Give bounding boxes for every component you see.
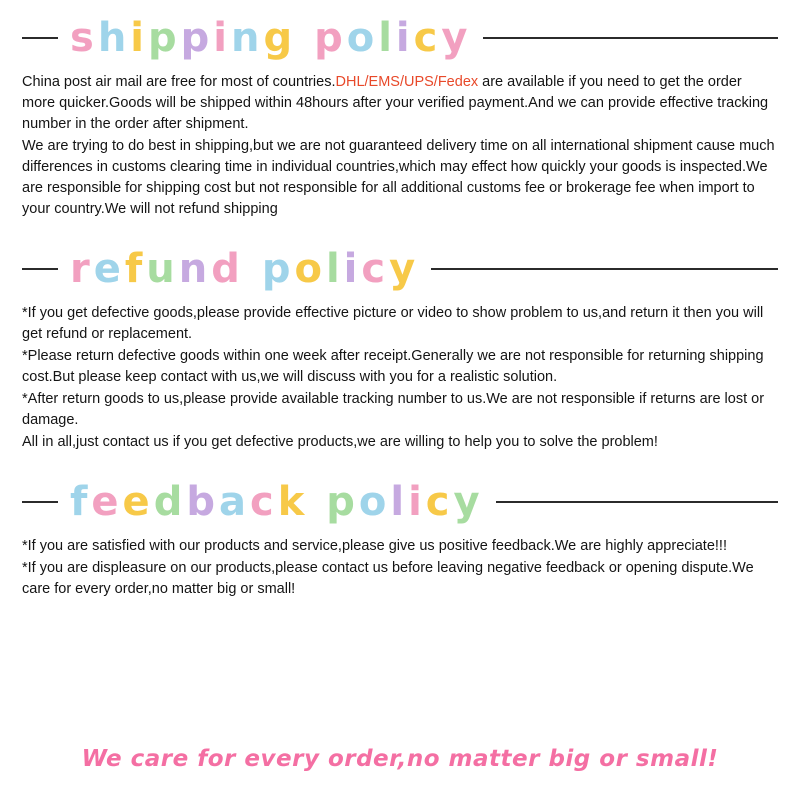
heading-rule-right xyxy=(483,37,778,39)
title-letter: y xyxy=(389,246,420,293)
title-letter: c xyxy=(249,479,278,526)
body-text: *If you get defective goods,please provide effective picture or video to show problem to us,and return it then you will get refund or replacement. xyxy=(22,305,764,343)
refund-body xyxy=(22,303,778,453)
policy-paragraph xyxy=(22,389,778,431)
refund-heading-row xyxy=(22,246,778,293)
title-letter: p xyxy=(261,246,295,293)
feedback-heading-row xyxy=(22,479,778,526)
shipping-body xyxy=(22,72,778,220)
title-letter: e xyxy=(93,246,125,293)
title-letter: i xyxy=(343,246,362,293)
title-letter: l xyxy=(390,479,409,526)
title-letter: i xyxy=(213,15,232,61)
title-letter xyxy=(308,482,326,522)
body-text: *After return goods to us,please provide available tracking number to us.We are not responsible if returns are lost or damage. xyxy=(22,391,765,429)
policy-paragraph xyxy=(22,303,778,345)
shipping-title xyxy=(58,15,483,61)
title-letter: e xyxy=(91,479,123,526)
section-feedback xyxy=(22,454,778,600)
body-text: All in all,just contact us if you get defective products,we are willing to help you to solve the problem! xyxy=(22,434,658,451)
title-letter: c xyxy=(413,15,442,61)
title-letter: n xyxy=(231,15,264,61)
title-letter: h xyxy=(97,15,131,61)
title-letter: y xyxy=(453,479,484,526)
title-letter: g xyxy=(263,15,297,61)
heading-rule-left xyxy=(22,268,58,270)
title-letter: n xyxy=(178,246,212,293)
title-letter: f xyxy=(124,246,147,293)
policy-paragraph xyxy=(22,72,778,135)
shipping-heading-row xyxy=(22,15,778,61)
title-letter: c xyxy=(361,246,390,293)
body-text: China post air mail are free for most of countries. xyxy=(22,74,336,90)
feedback-body xyxy=(22,536,778,600)
heading-rule-right xyxy=(431,268,778,270)
body-text: We are trying to do best in shipping,but we are not guaranteed delivery time on all international shipment cause much differences in customs clearing time in individual countries,which may effect how quickly your goods is inspected.We are responsible for shipping cost but not responsible for all additional customs fee or brokerage fee when import to your country.We will not refund shipping xyxy=(22,138,775,218)
footer-slogan: We care for every order,no matter big or small! xyxy=(81,746,719,772)
title-letter: i xyxy=(130,15,149,61)
title-letter: l xyxy=(325,246,344,293)
title-letter: i xyxy=(408,479,426,526)
title-letter: d xyxy=(153,479,187,526)
body-text: are available if you need to get the order more quicker.Goods will be shipped within 48hours after your verified payment.And we can provide effective tracking number in the order after shipment. xyxy=(22,74,769,133)
body-text: *Please return defective goods within one week after receipt.Generally we are not responsible for returning shipping cost.But please keep contact with us,we will discuss with you for a realistic solution. xyxy=(22,348,764,386)
title-letter: p xyxy=(314,15,347,61)
title-letter: d xyxy=(211,246,244,293)
policy-paragraph xyxy=(22,346,778,388)
heading-rule-left xyxy=(22,501,58,503)
title-letter: k xyxy=(277,479,309,526)
section-refund xyxy=(22,221,778,453)
policy-paragraph xyxy=(22,432,778,453)
title-letter: s xyxy=(70,15,98,61)
title-letter: p xyxy=(326,479,359,526)
highlight-text: DHL/EMS/UPS/Fedex xyxy=(335,74,479,90)
title-letter: u xyxy=(146,246,179,293)
title-letter: f xyxy=(70,479,92,526)
title-letter: l xyxy=(378,15,396,61)
title-letter: b xyxy=(186,479,219,526)
title-letter: y xyxy=(441,15,472,61)
feedback-title xyxy=(58,479,496,526)
title-letter: e xyxy=(122,479,154,526)
body-text: *If you are satisfied with our products and service,please give us positive feedback.We are highly appreciate!!! xyxy=(22,538,727,555)
title-letter: r xyxy=(70,246,94,293)
policy-paragraph xyxy=(22,558,778,600)
heading-rule-right xyxy=(496,501,778,503)
title-letter: i xyxy=(395,15,414,61)
heading-rule-left xyxy=(22,37,58,39)
policy-paragraph xyxy=(22,536,778,557)
policy-paragraph xyxy=(22,136,778,220)
title-letter: p xyxy=(180,15,214,61)
section-shipping xyxy=(22,0,778,220)
title-letter: o xyxy=(346,15,379,61)
title-letter: p xyxy=(148,15,181,61)
title-letter: c xyxy=(425,479,454,526)
title-letter: o xyxy=(294,246,326,293)
title-letter: o xyxy=(358,479,391,526)
refund-title xyxy=(58,246,431,293)
body-text: *If you are displeasure on our products,please contact us before leaving negative feedback or opening dispute.We care for every order,no matter big or small! xyxy=(22,560,754,598)
title-letter: a xyxy=(218,479,250,526)
title-letter xyxy=(296,18,314,58)
title-letter xyxy=(244,249,262,289)
